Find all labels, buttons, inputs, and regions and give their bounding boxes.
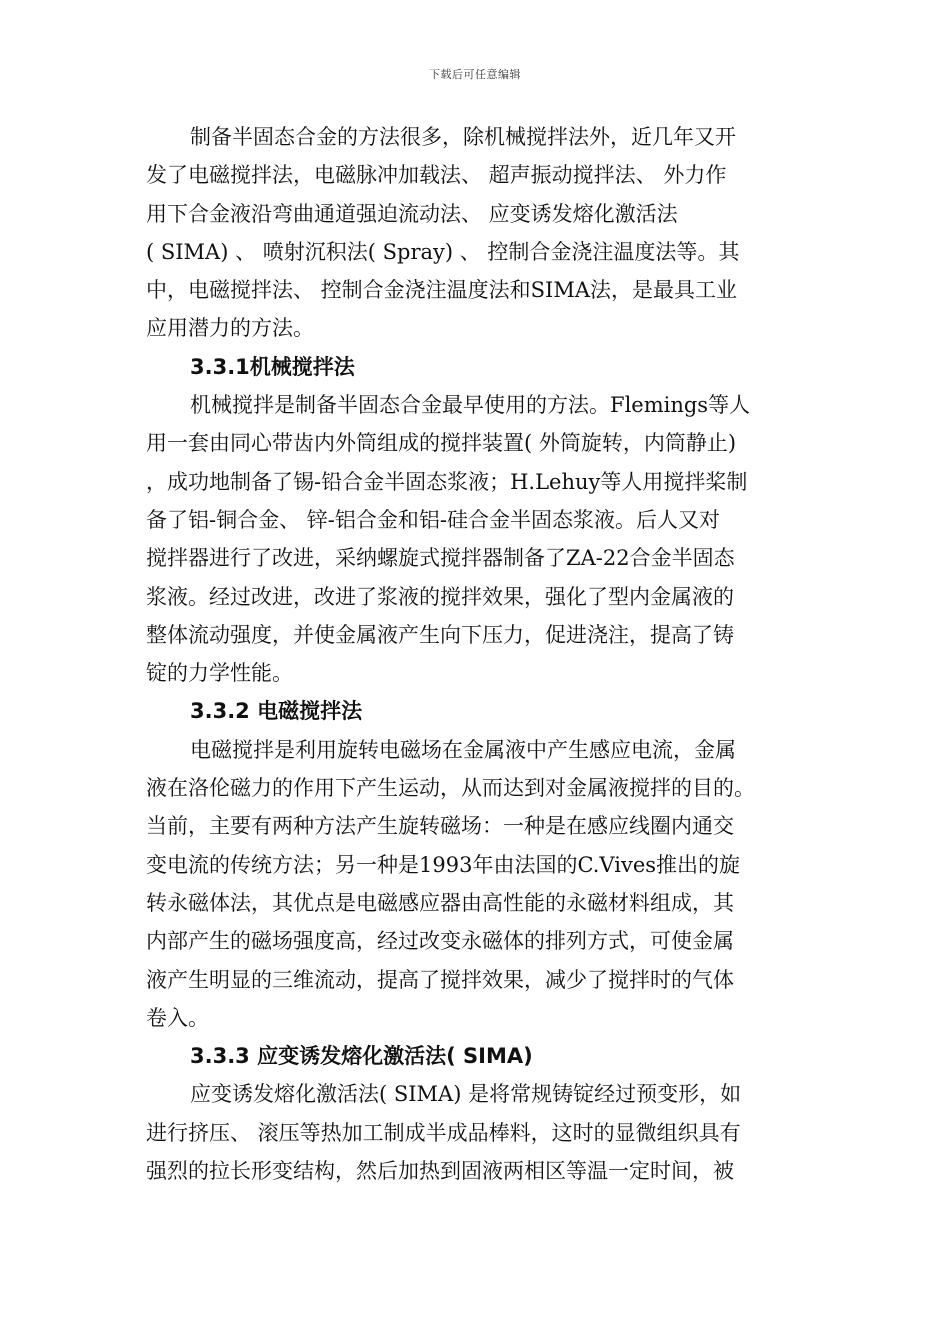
text-line: 当前，主要有两种方法产生旋转磁场：一种是在感应线圈内通交 (146, 814, 734, 839)
text-line: 卷入。 (146, 1005, 209, 1030)
text-line: 用下合金液沿弯曲通道强迫流动法、 应变诱发熔化激活法 (146, 201, 678, 226)
text-line: 转永磁体法，其优点是电磁感应器由高性能的永磁材料组成，其 (146, 890, 734, 915)
section-heading-333: 3.3.3 应变诱发熔化激活法( SIMA) (190, 1044, 533, 1069)
section-333-paragraph (146, 1075, 810, 1190)
document-body (146, 118, 810, 1190)
section-332-paragraph (146, 731, 810, 1037)
section-331-paragraph (146, 386, 810, 692)
text-line: 用一套由同心带齿内外筒组成的搅拌装置( 外筒旋转，内筒静止) (146, 431, 737, 456)
section-heading-332: 3.3.2 电磁搅拌法 (190, 699, 363, 724)
text-line: ，成功地制备了锡-铅合金半固态浆液；H.Lehuy等人用搅拌桨制 (146, 469, 748, 494)
text-line: 内部产生的磁场强度高，经过改变永磁体的排列方式，可使金属 (146, 929, 734, 954)
text-line: 锭的力学性能。 (146, 661, 293, 686)
text-line: 机械搅拌是制备半固态合金最早使用的方法。Flemings等人 (190, 393, 751, 418)
text-line: 电磁搅拌是利用旋转电磁场在金属液中产生感应电流，金属 (190, 737, 736, 762)
text-line: 搅拌器进行了改进，采纳螺旋式搅拌器制备了ZA-22合金半固态 (146, 546, 735, 571)
page-header: 下载后可任意编辑 (429, 68, 521, 81)
text-line: ( SIMA) 、 喷射沉积法( Spray) 、 控制合金浇注温度法等。其 (146, 239, 740, 264)
text-line: 发了电磁搅拌法，电磁脉冲加载法、 超声振动搅拌法、 外力作 (146, 163, 727, 188)
text-line: 液产生明显的三维流动，提高了搅拌效果，减少了搅拌时的气体 (146, 967, 734, 992)
text-line: 应用潜力的方法。 (146, 316, 314, 341)
text-line: 备了铝-铜合金、 锌-铝合金和铝-硅合金半固态浆液。后人又对 (146, 507, 720, 532)
section-heading-331: 3.3.1机械搅拌法 (190, 354, 355, 379)
text-line: 中，电磁搅拌法、 控制合金浇注温度法和SIMA法，是最具工业 (146, 278, 738, 303)
text-line: 液在洛伦磁力的作用下产生运动，从而达到对金属液搅拌的目的。 (146, 776, 755, 801)
intro-paragraph (146, 118, 810, 348)
text-line: 进行挤压、 滚压等热加工制成半成品棒料，这时的显微组织具有 (146, 1120, 741, 1145)
text-line: 整体流动强度，并使金属液产生向下压力，促进浇注，提高了铸 (146, 622, 734, 647)
text-line: 应变诱发熔化激活法( SIMA) 是将常规铸锭经过预变形，如 (190, 1082, 742, 1107)
text-line: 变电流的传统方法；另一种是1993年由法国的C.Vives推出的旋 (146, 852, 741, 877)
text-line: 强烈的拉长形变结构，然后加热到固液两相区等温一定时间，被 (146, 1159, 734, 1184)
text-line: 浆液。经过改进，改进了浆液的搅拌效果，强化了型内金属液的 (146, 584, 734, 609)
text-line: 制备半固态合金的方法很多，除机械搅拌法外，近几年又开 (190, 125, 736, 149)
